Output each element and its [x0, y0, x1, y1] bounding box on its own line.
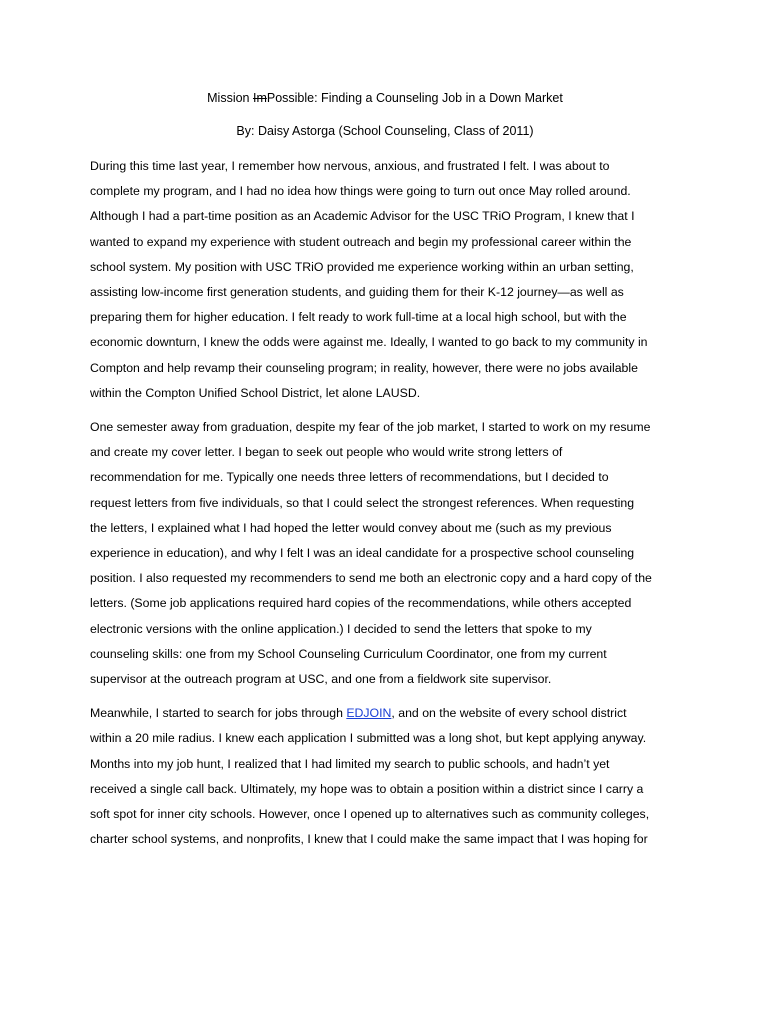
paragraph-line: wanted to expand my experience with student outreach and begin my professional career within the — [90, 234, 632, 249]
paragraph-line: During this time last year, I remember how nervous, anxious, and frustrated I felt. I was about to — [90, 159, 610, 173]
edjoin-link[interactable]: EDJOIN — [346, 706, 392, 721]
paragraph-line: economic downturn, I knew the odds were against me. Ideally, I wanted to go back to my community in — [90, 335, 648, 350]
paragraph-2 — [90, 415, 680, 692]
paragraph-line: request letters from five individuals, so that I could select the strongest references. When requesting — [90, 495, 635, 510]
paragraph-line: letters. (Some job applications required hard copies of the recommendations, while others accepted — [90, 596, 632, 611]
author-byline: By: Daisy Astorga (School Counseling, Class of 2011) — [236, 124, 534, 138]
paragraph-line: electronic versions with the online application.) I decided to send the letters that spoke to my — [90, 621, 592, 636]
paragraph-line: within the Compton Unified School District, let alone LAUSD. — [90, 385, 421, 400]
paragraph-1 — [90, 154, 680, 406]
title-prefix: Mission — [207, 91, 253, 105]
paragraph-line: recommendation for me. Typically one needs three letters of recommendations, but I decided to — [90, 470, 609, 485]
paragraph-line: counseling skills: one from my School Counseling Curriculum Coordinator, one from my current — [90, 646, 607, 661]
paragraph-line: Months into my job hunt, I realized that I had limited my search to public schools, and hadn’t yet — [90, 756, 610, 771]
paragraph-line: received a single call back. Ultimately, my hope was to obtain a position within a district since I carry a — [90, 781, 644, 796]
paragraph-line — [90, 701, 680, 726]
document-title — [90, 88, 680, 108]
paragraph-line: experience in education), and why I felt I was an ideal candidate for a prospective school counseling — [90, 546, 635, 561]
paragraph-line: the letters, I explained what I had hoped the letter would convey about me (such as my previous — [90, 520, 612, 535]
paragraph-line: within a 20 mile radius. I knew each application I submitted was a long shot, but kept applying anyway. — [90, 731, 647, 746]
paragraph-line: school system. My position with USC TRiO provided me experience working within an urban setting, — [90, 259, 634, 274]
paragraph-line: position. I also requested my recommenders to send me both an electronic copy and a hard copy of the — [90, 571, 652, 586]
paragraph-line: preparing them for higher education. I felt ready to work full-time at a local high school, but with the — [90, 310, 627, 325]
paragraph-3 — [90, 701, 680, 852]
line-text: Meanwhile, I started to search for jobs through — [90, 706, 347, 721]
paragraph-line: One semester away from graduation, despite my fear of the job market, I started to work on my resume — [90, 420, 651, 435]
title-suffix: Possible: Finding a Counseling Job in a Down Market — [266, 91, 563, 105]
paragraph-line: and create my cover letter. I began to seek out people who would write strong letters of — [90, 445, 563, 460]
title-struck-text: Im — [252, 91, 267, 105]
document-page — [90, 88, 680, 861]
paragraph-line: soft spot for inner city schools. However, once I opened up to alternatives such as community colleges, — [90, 807, 650, 822]
paragraph-line: complete my program, and I had no idea how things were going to turn out once May rolled around. — [90, 184, 631, 199]
paragraph-line: assisting low-income first generation students, and guiding them for their K-12 journey—as well as — [90, 285, 624, 300]
line-text: , and on the website of every school district — [391, 706, 627, 721]
paragraph-3-lines — [90, 726, 680, 852]
paragraph-line: charter school systems, and nonprofits, I knew that I could make the same impact that I was hoping for — [90, 832, 648, 847]
paragraph-line: Compton and help revamp their counseling program; in reality, however, there were no jobs available — [90, 360, 638, 375]
paragraph-line: Although I had a part-time position as an Academic Advisor for the USC TRiO Program, I knew that I — [90, 209, 635, 224]
paragraph-line: supervisor at the outreach program at USC, and one from a fieldwork site supervisor. — [90, 672, 552, 687]
